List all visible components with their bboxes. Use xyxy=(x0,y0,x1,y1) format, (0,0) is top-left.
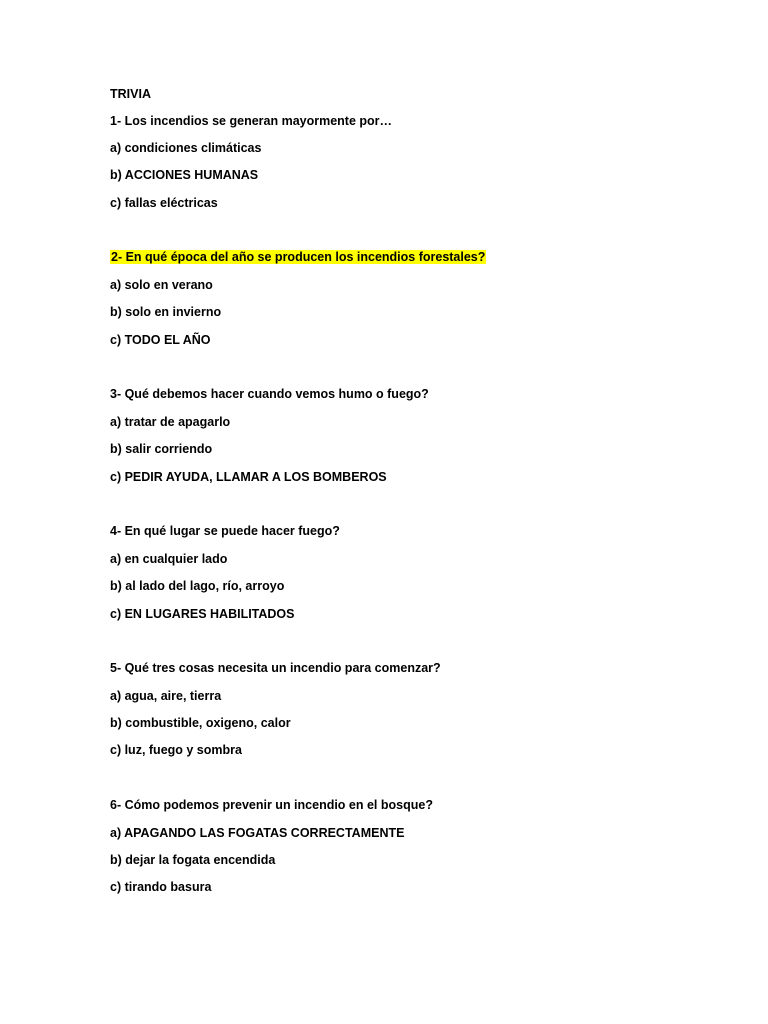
question-1-text: 1- Los incendios se generan mayormente por… xyxy=(110,113,393,128)
question-text xyxy=(110,113,710,140)
spacer xyxy=(110,222,710,249)
question-block-4 xyxy=(110,523,710,633)
option-a: a) solo en verano xyxy=(110,277,213,292)
question-text xyxy=(110,797,710,824)
option-c: c) fallas eléctricas xyxy=(110,195,218,210)
spacer xyxy=(110,633,710,660)
question-2-text-highlighted: 2- En qué época del año se producen los incendios forestales? xyxy=(111,250,486,265)
option-b: b) al lado del lago, río, arroyo xyxy=(110,579,285,594)
option-a: a) tratar de apagarlo xyxy=(110,414,231,429)
option-a: a) condiciones climáticas xyxy=(110,140,262,155)
question-text xyxy=(110,249,710,276)
option-c: c) PEDIR AYUDA, LLAMAR A LOS BOMBEROS xyxy=(110,469,387,484)
option-a: a) en cualquier lado xyxy=(110,551,228,566)
question-block-2 xyxy=(110,249,710,359)
spacer xyxy=(110,770,710,797)
document-body xyxy=(110,86,710,907)
option-b: b) ACCIONES HUMANAS xyxy=(110,168,259,183)
question-text xyxy=(110,660,710,687)
question-3-text: 3- Qué debemos hacer cuando vemos humo o fuego? xyxy=(110,387,429,402)
option-b: b) solo en invierno xyxy=(110,305,222,320)
option-b: b) combustible, oxigeno, calor xyxy=(110,716,291,731)
option-a: a) agua, aire, tierra xyxy=(110,688,222,703)
question-text xyxy=(110,523,710,550)
option-c: c) EN LUGARES HABILITADOS xyxy=(110,606,295,621)
question-block-3 xyxy=(110,386,710,496)
question-block-6 xyxy=(110,797,710,907)
title-text: TRIVIA xyxy=(110,87,151,101)
question-block-1 xyxy=(110,113,710,223)
question-6-text: 6- Cómo podemos prevenir un incendio en el bosque? xyxy=(110,798,433,813)
option-c: c) TODO EL AÑO xyxy=(110,332,211,347)
question-4-text: 4- En qué lugar se puede hacer fuego? xyxy=(110,524,340,539)
option-b: b) salir corriendo xyxy=(110,442,213,457)
spacer xyxy=(110,359,710,386)
question-5-text: 5- Qué tres cosas necesita un incendio para comenzar? xyxy=(110,661,441,676)
spacer xyxy=(110,496,710,523)
option-c: c) luz, fuego y sombra xyxy=(110,743,242,758)
option-a: a) APAGANDO LAS FOGATAS CORRECTAMENTE xyxy=(110,825,405,840)
option-c: c) tirando basura xyxy=(110,880,212,895)
option-b: b) dejar la fogata encendida xyxy=(110,853,276,868)
question-block-5 xyxy=(110,660,710,770)
document-title xyxy=(110,86,710,113)
question-text xyxy=(110,386,710,413)
